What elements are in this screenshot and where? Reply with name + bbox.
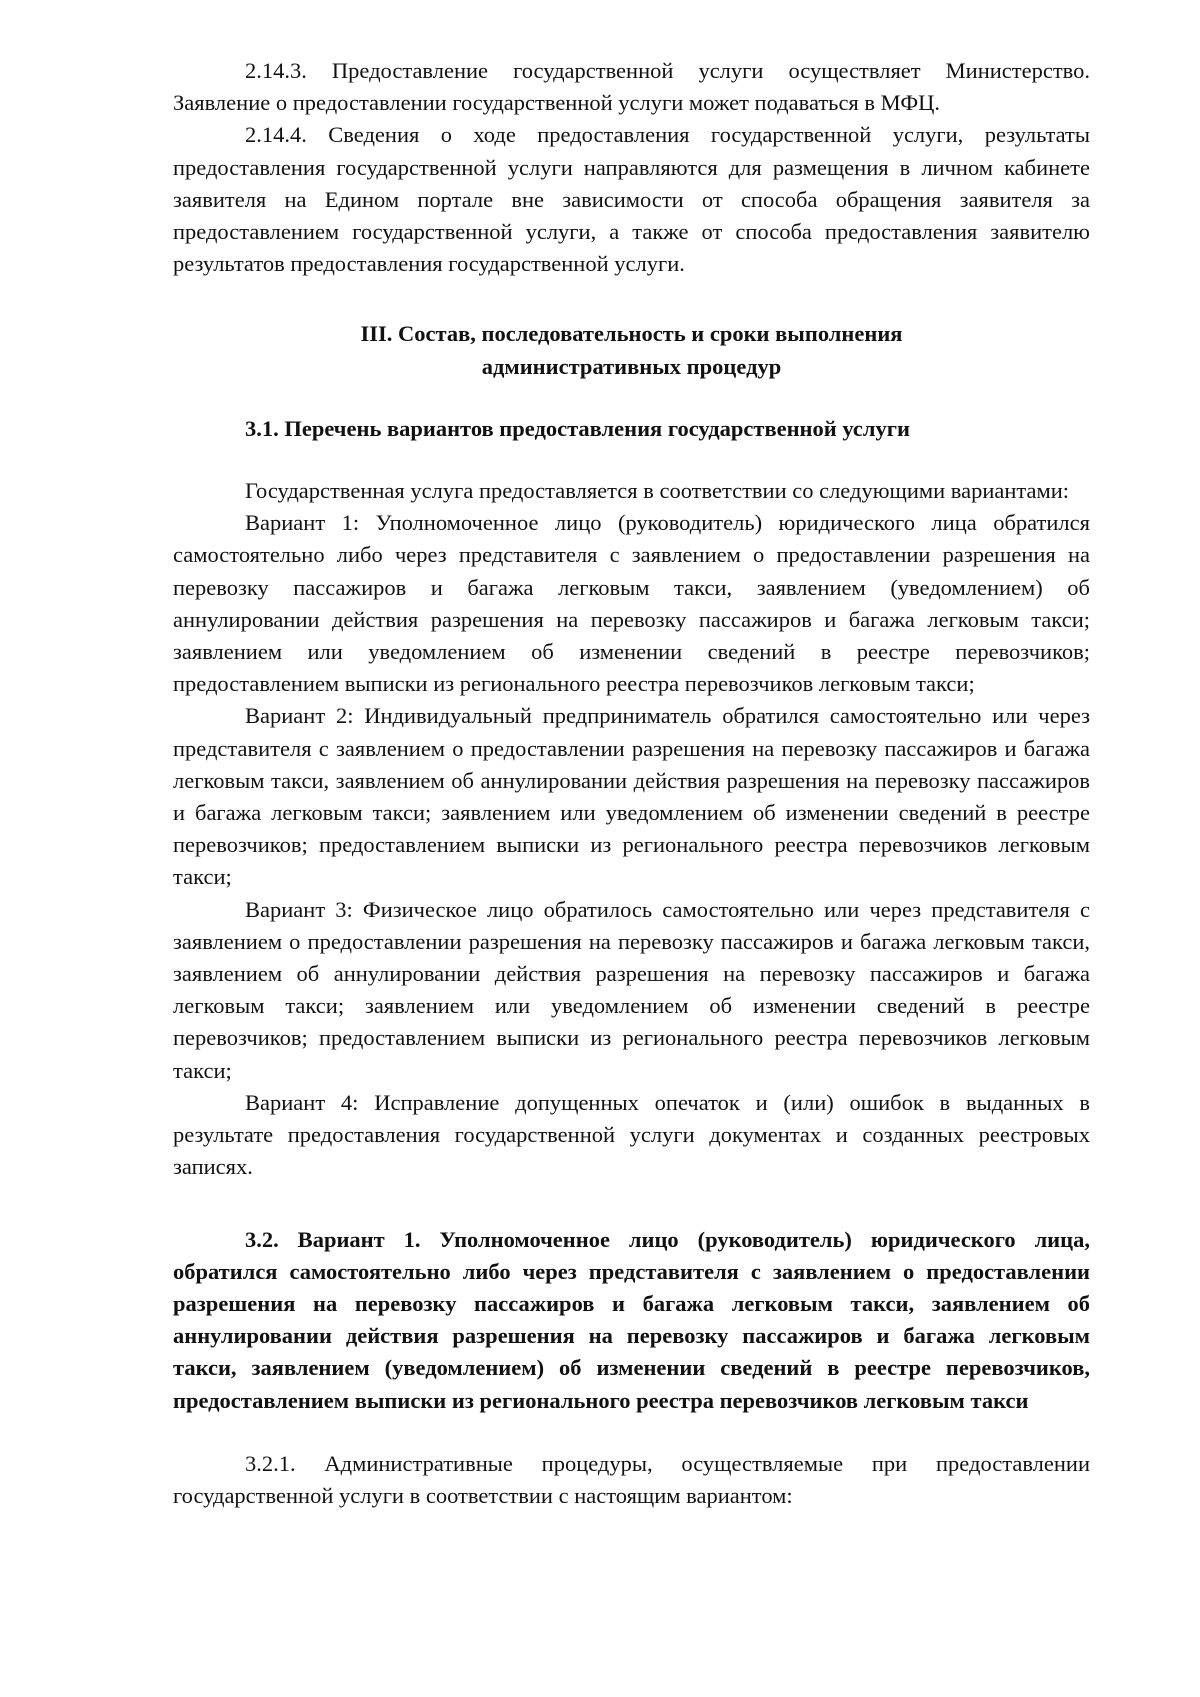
variant-3-paragraph: Вариант 3: Физическое лицо обратилось самостоятельно или через представителя с заявлением о предоставлении разрешения на перевозку пассажиров и багажа легковым такси, заявлением об аннулировании действия разрешения на перевозку пассажиров и багажа легковым такси; заявлением или уведомлением об изменении сведений в реестре перевозчиков; предоставлением выписки из регионального реестра перевозчиков легковым такси;: [173, 896, 1090, 1083]
section-3-heading: [173, 318, 1090, 382]
subsection-3-1-intro: Государственная услуга предоставляется в соответствии со следующими вариантами:: [245, 478, 1070, 504]
paragraph-3-2-1: 3.2.1. Административные процедуры, осуществляемые при предоставлении государственной услуги в соответствии с настоящим вариантом:: [173, 1450, 1090, 1508]
variant-1-paragraph: Вариант 1: Уполномоченное лицо (руководитель) юридического лица обратился самостоятельно либо через представителя с заявлением о предоставлении разрешения на перевозку пассажиров и багажа легковым такси, заявлением (уведомлением) об аннулировании действия разрешения на перевозку пассажиров и багажа легковым такси; заявлением или уведомлением об изменении сведений в реестре перевозчиков; предоставлением выписки из регионального реестра перевозчиков легковым такси;: [173, 510, 1090, 697]
variant-4-paragraph: Вариант 4: Исправление допущенных опечаток и (или) ошибок в выданных в результате предоставления государственной услуги документах и созданных реестровых записях.: [173, 1089, 1090, 1180]
paragraph-2-14-3: 2.14.3. Предоставление государственной услуги осуществляет Министерство. Заявление о предоставлении государственной услуги может подаваться в МФЦ.: [173, 58, 1090, 116]
subsection-3-1-heading: 3.1. Перечень вариантов предоставления государственной услуги: [245, 415, 910, 441]
variant-2-paragraph: Вариант 2: Индивидуальный предприниматель обратился самостоятельно или через представителя с заявлением о предоставлении разрешения на перевозку пассажиров и багажа легковым такси, заявлением об аннулировании действия разрешения на перевозку пассажиров и багажа легковым такси; заявлением или уведомлением об изменении сведений в реестре перевозчиков; предоставлением выписки из регионального реестра перевозчиков легковым такси;: [173, 703, 1090, 890]
paragraph-2-14-4: 2.14.4. Сведения о ходе предоставления государственной услуги, результаты предоставления государственной услуги направляются для размещения в личном кабинете заявителя на Едином портале вне зависимости от способа обращения заявителя за предоставлением государственной услуги, а также от способа предоставления заявителю результатов предоставления государственной услуги.: [173, 122, 1090, 277]
section-3-title-line1: III. Состав, последовательность и сроки выполнения: [360, 321, 903, 347]
subsection-3-2-heading: 3.2. Вариант 1. Уполномоченное лицо (руководитель) юридического лица, обратился самостоятельно либо через представителя с заявлением о предоставлении разрешения на перевозку пассажиров и багажа легковым такси, заявлением об аннулировании действия разрешения на перевозку пассажиров и багажа легковым такси, заявлением (уведомлением) об изменении сведений в реестре перевозчиков, предоставлением выписки из регионального реестра перевозчиков легковым такси: [173, 1226, 1090, 1413]
section-3-title-line2: административных процедур: [481, 353, 782, 379]
